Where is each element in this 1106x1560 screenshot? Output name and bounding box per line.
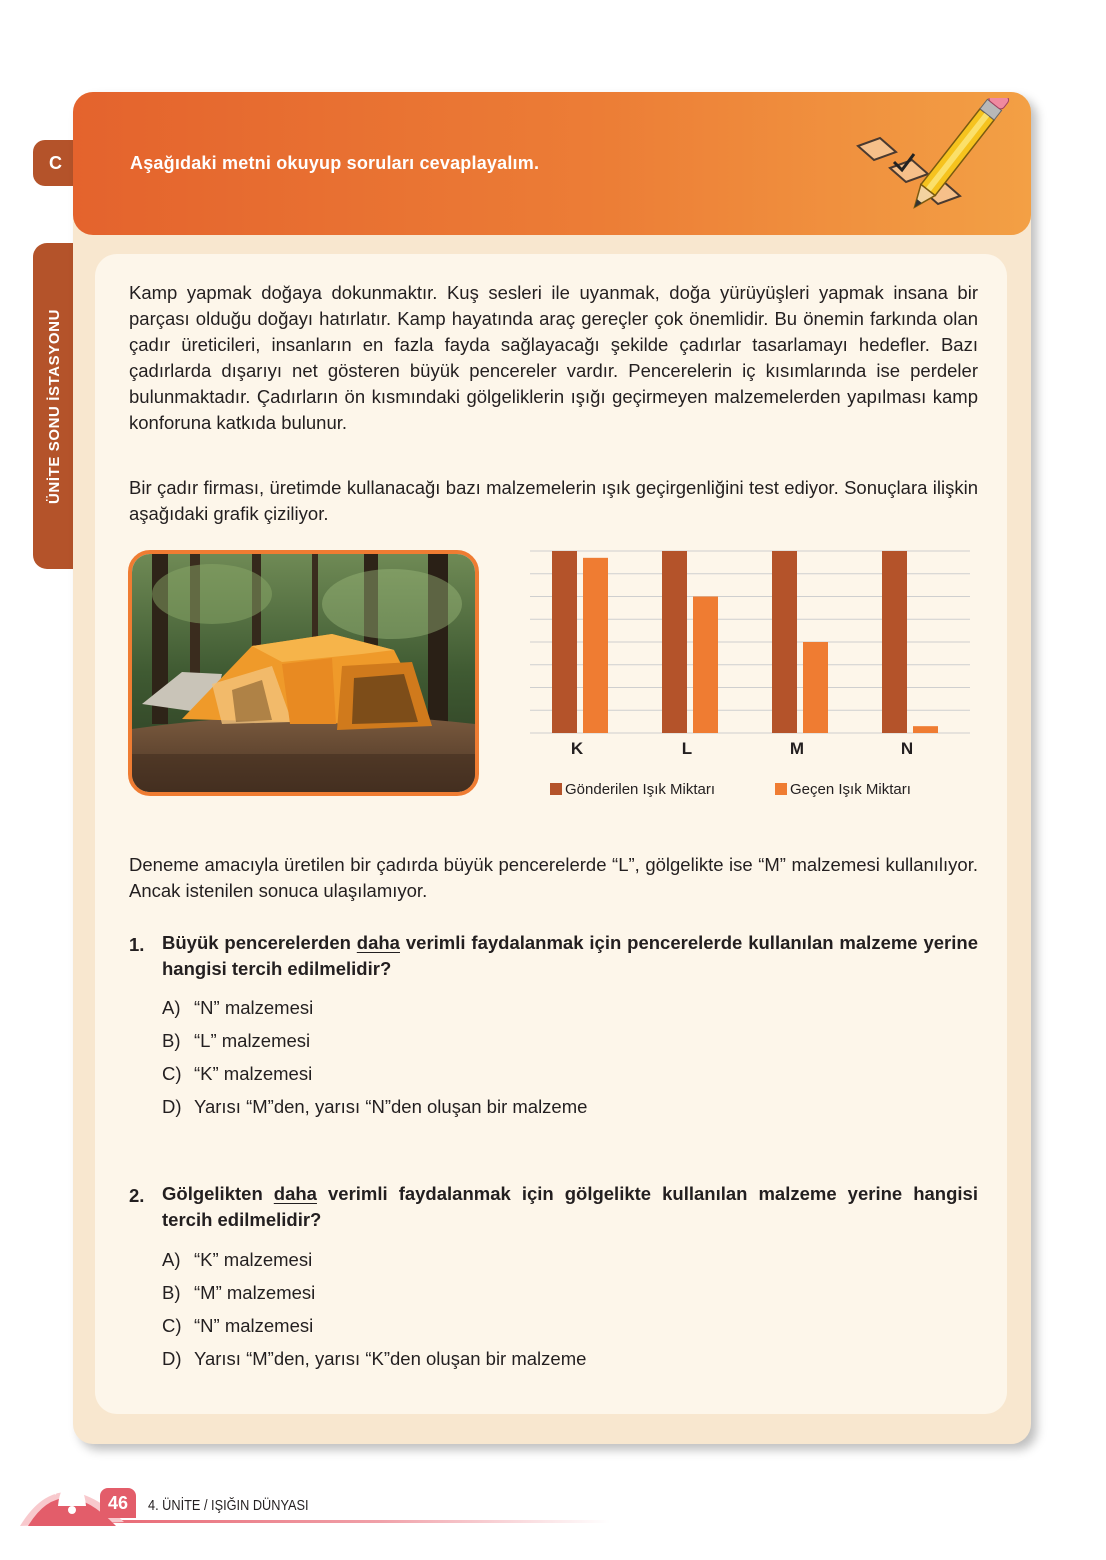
bar-L-passed: [693, 597, 718, 734]
category-label-N: N: [900, 739, 914, 758]
section-letter: C: [49, 152, 62, 173]
legend-swatch-passed: [775, 783, 787, 795]
legend-label-sent: Gönderilen Işık Miktarı: [565, 781, 716, 798]
question-1-option-c[interactable]: C) “K” malzemesi: [162, 1063, 313, 1084]
question-1-option-b[interactable]: B) “L” malzemesi: [162, 1030, 311, 1051]
bar-M-sent: [772, 551, 797, 733]
question-1-text: Büyük pencerelerden daha verimli faydalanmak için pencerelerde kullanılan malzeme yerine hangisi tercih edilmelidir?: [162, 932, 978, 979]
trial-paragraph: Deneme amacıyla üretilen bir çadırda büyük pencerelerde “L”, gölgelikte ise “M” malzemesi kullanılıyor. Ancak istenilen sonuca ulaşılamıyor.: [129, 854, 978, 901]
question-2-option-c[interactable]: C) “N” malzemesi: [162, 1315, 314, 1336]
category-label-L: L: [681, 739, 693, 758]
legend-swatch-sent: [550, 783, 562, 795]
intro-paragraph: Kamp yapmak doğaya dokunmaktır. Kuş sesleri ile uyanmak, doğa yürüyüşleri yapmak insana bir parçası olduğu doğayı hatırlatır. Kamp hayatında araç gereçler çok önemlidir. Bu önemin farkında olan çadır üreticileri, insanların en fazla fayda sağlayacağı şekilde çadırlar tasarlamayı hedefler. Bazı çadırlarda dışarıyı net gösteren büyük pencereler vardır. Pencerelerin iç kısımlarında ise perdeler bulunmaktadır. Çadırların ön kısmındaki gölgeliklerin ışığı geçirmeyen malzemelerden yapılması kamp konforuna katkıda bulunur.: [129, 282, 978, 433]
question-1-emphasis: daha: [356, 932, 400, 953]
category-label-M: M: [789, 739, 805, 758]
bar-N-sent: [882, 551, 907, 733]
light-transmission-chart: [520, 540, 980, 810]
question-1-option-a[interactable]: A) “N” malzemesi: [162, 997, 314, 1018]
question-2-option-b[interactable]: B) “M” malzemesi: [162, 1282, 316, 1303]
question-2-emphasis: daha: [273, 1183, 317, 1204]
unit-title: 4. ÜNİTE / IŞIĞIN DÜNYASI: [148, 1497, 309, 1514]
category-label-K: K: [570, 739, 584, 758]
bar-M-passed: [803, 642, 828, 733]
test-paragraph: Bir çadır firması, üretimde kullanacağı bazı malzemelerin ışık geçirgenliğini test ediyor. Sonuçlara ilişkin aşağıdaki grafik çiziliyor.: [129, 477, 978, 524]
question-2-option-a[interactable]: A) “K” malzemesi: [162, 1249, 313, 1270]
page-number: 46: [100, 1488, 136, 1518]
question-2-text: Gölgelikten daha verimli faydalanmak için gölgelikte kullanılan malzeme yerine hangisi tercih edilmelidir?: [162, 1183, 978, 1230]
question-1-number: 1.: [129, 934, 145, 955]
question-2-option-d[interactable]: D) Yarısı “M”den, yarısı “K”den oluşan bir malzeme: [162, 1348, 587, 1369]
bar-L-sent: [662, 551, 687, 733]
question-1-option-d[interactable]: D) Yarısı “M”den, yarısı “N”den oluşan bir malzeme: [162, 1096, 588, 1117]
bar-K-passed: [583, 558, 608, 733]
header-instruction: Aşağıdaki metni okuyup soruları cevaplayalım.: [130, 153, 540, 173]
legend-label-passed: Geçen Işık Miktarı: [790, 781, 911, 798]
pencil-checklist-icon: [850, 98, 1020, 210]
question-2-number: 2.: [129, 1185, 145, 1206]
bar-N-passed: [913, 726, 938, 733]
bar-K-sent: [552, 551, 577, 733]
tent-photo: [128, 550, 479, 796]
side-label: ÜNİTE SONU İSTASYONU: [46, 308, 64, 504]
